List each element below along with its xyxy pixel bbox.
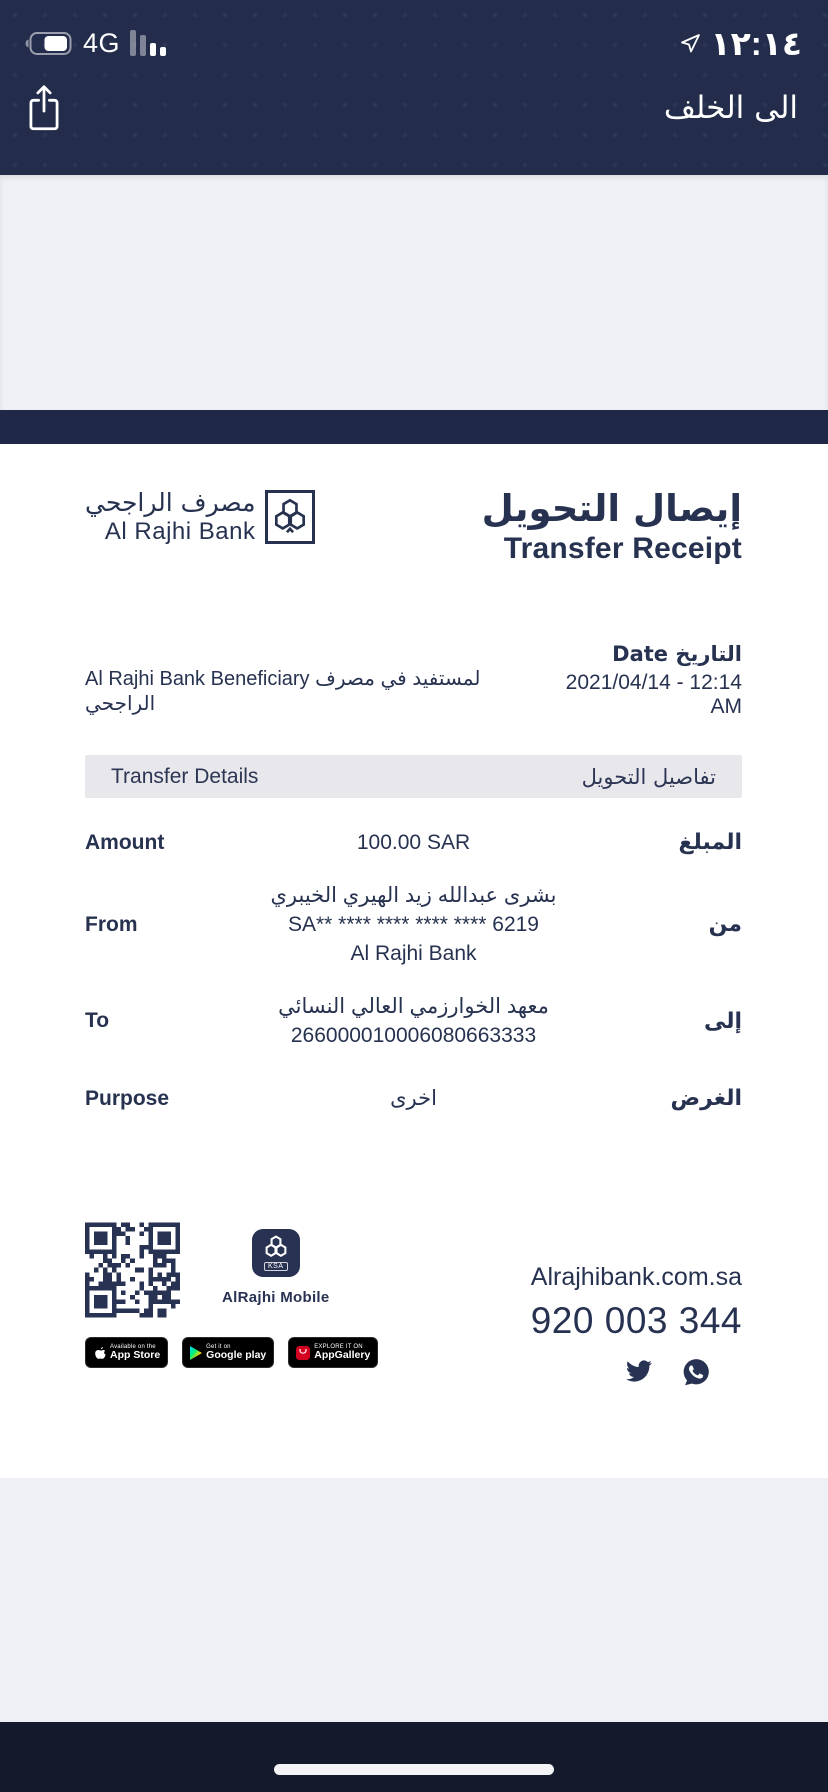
sender-bank: Al Rajhi Bank — [350, 942, 477, 966]
apple-icon — [93, 1345, 106, 1361]
footer-left — [85, 1221, 378, 1386]
cellular-signal-icon — [130, 30, 166, 56]
beneficiary-name: معهد الخوارزمي العالي النسائي — [278, 995, 549, 1019]
bank-emblem-icon — [265, 490, 315, 544]
footer-right — [531, 1221, 742, 1386]
from-row — [85, 875, 742, 974]
receipt-title-arabic: إيصال التحويل — [481, 487, 742, 530]
date-label: التاريخ Date — [612, 642, 742, 667]
status-right-cluster — [678, 24, 802, 63]
date-value: 2021/04/14 - 12:14 AM — [565, 671, 742, 719]
transfer-details-header — [85, 755, 742, 798]
purpose-label-english: Purpose — [85, 1086, 170, 1110]
store-badges — [85, 1337, 378, 1368]
transfer-details-title-arabic: تفاصيل التحويل — [581, 764, 716, 789]
appgallery-badge[interactable] — [288, 1337, 378, 1368]
receipt-header — [85, 486, 742, 566]
bottom-bar — [0, 1722, 828, 1792]
from-value — [225, 881, 602, 968]
transfer-details-title-english: Transfer Details — [111, 764, 259, 788]
ksa-badge: KSA — [264, 1262, 288, 1271]
page-background-lower — [0, 1478, 828, 1722]
status-bar — [0, 0, 828, 64]
purpose-row — [85, 1074, 742, 1123]
share-button[interactable] — [24, 82, 64, 134]
page-background-upper — [0, 175, 828, 410]
bank-name-arabic: مصرف الراجحي — [85, 488, 256, 517]
beneficiary-note: Al Rajhi Bank Beneficiary لمستفيد في مصرف الراجحي — [85, 668, 481, 716]
to-value — [225, 992, 602, 1050]
nav-bar — [0, 64, 828, 134]
amount-value: 100.00 SAR — [356, 831, 471, 855]
from-label-arabic: من — [708, 912, 742, 938]
date-block — [538, 642, 742, 719]
amount-label-arabic: المبلغ — [678, 830, 742, 856]
google-play-badge-label: Google play — [206, 1349, 267, 1362]
bank-website: Alrajhibank.com.sa — [530, 1263, 742, 1292]
bank-logo-text — [85, 488, 255, 547]
share-icon — [24, 122, 64, 137]
google-play-icon — [190, 1346, 202, 1360]
qr-code — [85, 1221, 180, 1319]
battery-icon — [23, 31, 73, 56]
status-left-cluster — [23, 28, 166, 59]
alrajhi-mobile-app-icon — [252, 1229, 300, 1277]
whatsapp-icon[interactable] — [682, 1358, 710, 1386]
amount-row — [85, 816, 742, 869]
appgallery-badge-caption: EXPLORE IT ON — [314, 1344, 363, 1351]
google-play-badge[interactable] — [182, 1337, 274, 1368]
receipt-footer — [85, 1221, 742, 1386]
bank-name-english: Al Rajhi Bank — [104, 518, 256, 545]
transfer-receipt-card — [0, 444, 828, 1478]
mobile-app-promo — [222, 1229, 330, 1306]
appgallery-icon — [296, 1346, 310, 1360]
to-label-arabic: إلى — [703, 1008, 742, 1034]
google-play-badge-caption: Get it on — [206, 1344, 231, 1351]
beneficiary-account-number: 266000010006080663333 — [290, 1024, 537, 1048]
appgallery-badge-label: AppGallery — [314, 1349, 371, 1362]
date-section — [85, 642, 742, 719]
location-arrow-icon — [678, 31, 702, 55]
clock: ١٢:١٤ — [710, 24, 802, 62]
app-store-badge[interactable] — [85, 1337, 168, 1368]
top-navigation-area — [0, 0, 828, 175]
receipt-title-english: Transfer Receipt — [503, 532, 742, 566]
back-button[interactable]: الى الخلف — [663, 90, 798, 126]
receipt-top-band — [0, 410, 828, 444]
app-name-label: AlRajhi Mobile — [222, 1289, 330, 1307]
app-store-badge-label: App Store — [110, 1349, 161, 1362]
purpose-value: اخرى — [390, 1087, 437, 1111]
twitter-icon[interactable] — [624, 1358, 654, 1386]
app-store-badge-caption: Available on the — [110, 1344, 156, 1351]
amount-label-english: Amount — [85, 830, 165, 854]
home-indicator[interactable] — [274, 1764, 554, 1775]
social-icons — [531, 1358, 742, 1386]
to-row — [85, 984, 742, 1058]
receipt-title — [482, 486, 742, 566]
from-label-english: From — [85, 912, 138, 936]
network-type-label: 4G — [83, 27, 121, 58]
bank-phone-number: 920 003 344 — [530, 1300, 742, 1342]
sender-name: بشرى عبدالله زيد الهيري الخيبري — [270, 884, 557, 908]
to-label-english: To — [85, 1009, 110, 1033]
purpose-label-arabic: الغرض — [670, 1086, 742, 1112]
sender-masked-iban: SA** **** **** **** **** 6219 — [287, 913, 539, 937]
bank-logo — [85, 488, 315, 547]
